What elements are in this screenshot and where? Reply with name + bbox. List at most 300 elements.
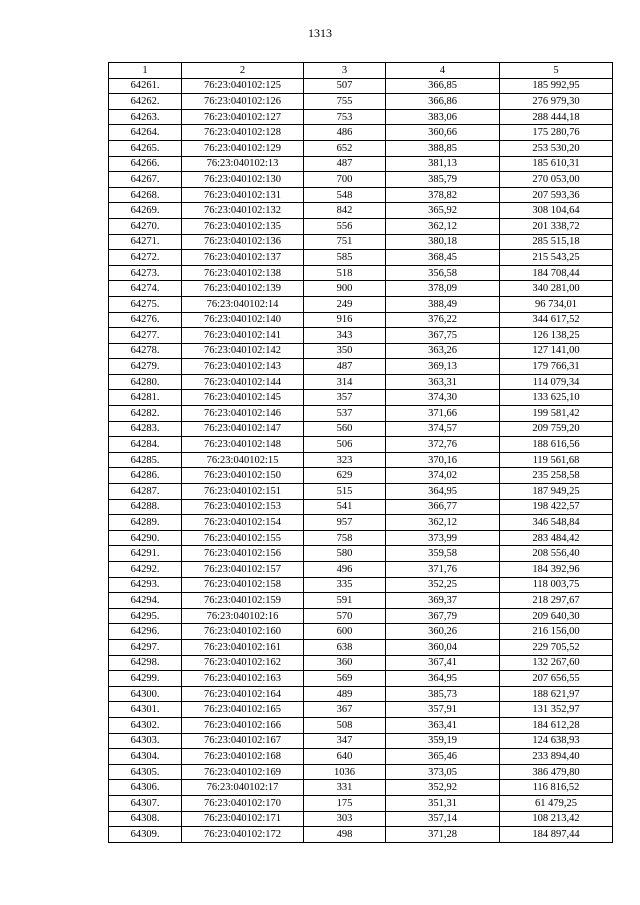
rate-cell: 385,73	[386, 686, 500, 702]
row-number-cell: 64302.	[109, 717, 182, 733]
area-cell: 249	[304, 296, 386, 312]
table-row	[109, 234, 613, 250]
area-cell: 331	[304, 780, 386, 796]
rate-cell: 367,41	[386, 655, 500, 671]
area-cell: 347	[304, 733, 386, 749]
cadastral-number-cell: 76:23:040102:142	[182, 343, 304, 359]
cadastral-number-cell: 76:23:040102:14	[182, 296, 304, 312]
cadastral-number-cell: 76:23:040102:167	[182, 733, 304, 749]
area-cell: 541	[304, 499, 386, 515]
cadastral-number-cell: 76:23:040102:156	[182, 546, 304, 562]
value-cell: 96 734,01	[500, 296, 613, 312]
cadastral-number-cell: 76:23:040102:146	[182, 406, 304, 422]
area-cell: 900	[304, 281, 386, 297]
page-number: 1313	[308, 26, 332, 40]
value-cell: 215 543,25	[500, 250, 613, 266]
row-number-cell: 64279.	[109, 359, 182, 375]
cadastral-number-cell: 76:23:040102:172	[182, 827, 304, 843]
cadastral-number-cell: 76:23:040102:157	[182, 562, 304, 578]
row-number-cell: 64280.	[109, 374, 182, 390]
table-row	[109, 639, 613, 655]
value-cell: 208 556,40	[500, 546, 613, 562]
rate-cell: 369,13	[386, 359, 500, 375]
area-cell: 367	[304, 702, 386, 718]
area-cell: 486	[304, 125, 386, 141]
value-cell: 229 705,52	[500, 639, 613, 655]
value-cell: 61 479,25	[500, 795, 613, 811]
value-cell: 188 616,56	[500, 437, 613, 453]
rate-cell: 357,14	[386, 811, 500, 827]
cadastral-number-cell: 76:23:040102:139	[182, 281, 304, 297]
area-cell: 335	[304, 577, 386, 593]
row-number-cell: 64267.	[109, 172, 182, 188]
rate-cell: 362,12	[386, 515, 500, 531]
value-cell: 270 053,00	[500, 172, 613, 188]
row-number-cell: 64308.	[109, 811, 182, 827]
table-row	[109, 780, 613, 796]
rate-cell: 367,79	[386, 608, 500, 624]
cadastral-number-cell: 76:23:040102:155	[182, 530, 304, 546]
value-cell: 124 638,93	[500, 733, 613, 749]
table-row	[109, 140, 613, 156]
value-cell: 201 338,72	[500, 218, 613, 234]
table-row	[109, 655, 613, 671]
table-row	[109, 499, 613, 515]
rate-cell: 371,66	[386, 406, 500, 422]
row-number-cell: 64289.	[109, 515, 182, 531]
value-cell: 179 766,31	[500, 359, 613, 375]
area-cell: 487	[304, 359, 386, 375]
rate-cell: 388,49	[386, 296, 500, 312]
area-cell: 957	[304, 515, 386, 531]
rate-cell: 373,99	[386, 530, 500, 546]
table-row	[109, 530, 613, 546]
table-row	[109, 343, 613, 359]
row-number-cell: 64278.	[109, 343, 182, 359]
row-number-cell: 64288.	[109, 499, 182, 515]
cadastral-number-cell: 76:23:040102:168	[182, 749, 304, 765]
cadastral-number-cell: 76:23:040102:138	[182, 265, 304, 281]
row-number-cell: 64292.	[109, 562, 182, 578]
cadastral-number-cell: 76:23:040102:127	[182, 109, 304, 125]
cadastral-number-cell: 76:23:040102:126	[182, 94, 304, 110]
rate-cell: 359,19	[386, 733, 500, 749]
area-cell: 548	[304, 187, 386, 203]
cadastral-number-cell: 76:23:040102:159	[182, 593, 304, 609]
rate-cell: 364,95	[386, 671, 500, 687]
row-number-cell: 64263.	[109, 109, 182, 125]
table-row	[109, 733, 613, 749]
cadastral-number-cell: 76:23:040102:17	[182, 780, 304, 796]
value-cell: 184 612,28	[500, 717, 613, 733]
value-cell: 218 297,67	[500, 593, 613, 609]
rate-cell: 352,92	[386, 780, 500, 796]
row-number-cell: 64271.	[109, 234, 182, 250]
rate-cell: 373,05	[386, 764, 500, 780]
table-row	[109, 468, 613, 484]
cadastral-number-cell: 76:23:040102:15	[182, 452, 304, 468]
column-header-3: 3	[304, 63, 386, 79]
area-cell: 357	[304, 390, 386, 406]
value-cell: 118 003,75	[500, 577, 613, 593]
rate-cell: 360,04	[386, 639, 500, 655]
table-row	[109, 717, 613, 733]
cadastral-number-cell: 76:23:040102:130	[182, 172, 304, 188]
row-number-cell: 64299.	[109, 671, 182, 687]
row-number-cell: 64275.	[109, 296, 182, 312]
cadastral-number-cell: 76:23:040102:145	[182, 390, 304, 406]
value-cell: 207 656,55	[500, 671, 613, 687]
area-cell: 323	[304, 452, 386, 468]
area-cell: 560	[304, 421, 386, 437]
rate-cell: 374,57	[386, 421, 500, 437]
table-row	[109, 109, 613, 125]
area-cell: 842	[304, 203, 386, 219]
rate-cell: 371,76	[386, 562, 500, 578]
rate-cell: 365,92	[386, 203, 500, 219]
row-number-cell: 64274.	[109, 281, 182, 297]
table-row	[109, 281, 613, 297]
area-cell: 314	[304, 374, 386, 390]
value-cell: 108 213,42	[500, 811, 613, 827]
area-cell: 350	[304, 343, 386, 359]
rate-cell: 366,86	[386, 94, 500, 110]
area-cell: 591	[304, 593, 386, 609]
rate-cell: 374,30	[386, 390, 500, 406]
rate-cell: 352,25	[386, 577, 500, 593]
area-cell: 569	[304, 671, 386, 687]
row-number-cell: 64307.	[109, 795, 182, 811]
value-cell: 175 280,76	[500, 125, 613, 141]
area-cell: 537	[304, 406, 386, 422]
rate-cell: 378,09	[386, 281, 500, 297]
value-cell: 119 561,68	[500, 452, 613, 468]
area-cell: 343	[304, 328, 386, 344]
cadastral-number-cell: 76:23:040102:165	[182, 702, 304, 718]
area-cell: 489	[304, 686, 386, 702]
table-row	[109, 94, 613, 110]
row-number-cell: 64265.	[109, 140, 182, 156]
cadastral-number-cell: 76:23:040102:147	[182, 421, 304, 437]
value-cell: 185 992,95	[500, 78, 613, 94]
table-row	[109, 374, 613, 390]
cadastral-number-cell: 76:23:040102:166	[182, 717, 304, 733]
table-header	[109, 63, 613, 79]
table-row	[109, 764, 613, 780]
table-row	[109, 577, 613, 593]
cadastral-number-cell: 76:23:040102:160	[182, 624, 304, 640]
area-cell: 753	[304, 109, 386, 125]
table-row	[109, 172, 613, 188]
area-cell: 758	[304, 530, 386, 546]
rate-cell: 366,85	[386, 78, 500, 94]
rate-cell: 378,82	[386, 187, 500, 203]
table-body	[109, 78, 613, 842]
cadastral-number-cell: 76:23:040102:154	[182, 515, 304, 531]
rate-cell: 351,31	[386, 795, 500, 811]
cadastral-number-cell: 76:23:040102:128	[182, 125, 304, 141]
cadastral-number-cell: 76:23:040102:136	[182, 234, 304, 250]
row-number-cell: 64266.	[109, 156, 182, 172]
value-cell: 198 422,57	[500, 499, 613, 515]
value-cell: 187 949,25	[500, 484, 613, 500]
cadastral-number-cell: 76:23:040102:16	[182, 608, 304, 624]
row-number-cell: 64277.	[109, 328, 182, 344]
value-cell: 344 617,52	[500, 312, 613, 328]
value-cell: 346 548,84	[500, 515, 613, 531]
rate-cell: 388,85	[386, 140, 500, 156]
row-number-cell: 64284.	[109, 437, 182, 453]
table-row	[109, 546, 613, 562]
row-number-cell: 64264.	[109, 125, 182, 141]
row-number-cell: 64297.	[109, 639, 182, 655]
area-cell: 916	[304, 312, 386, 328]
table-row	[109, 452, 613, 468]
table-row	[109, 515, 613, 531]
table-row	[109, 811, 613, 827]
row-number-cell: 64293.	[109, 577, 182, 593]
row-number-cell: 64301.	[109, 702, 182, 718]
table-row	[109, 827, 613, 843]
table-row	[109, 702, 613, 718]
row-number-cell: 64283.	[109, 421, 182, 437]
rate-cell: 359,58	[386, 546, 500, 562]
cadastral-number-cell: 76:23:040102:140	[182, 312, 304, 328]
value-cell: 188 621,97	[500, 686, 613, 702]
value-cell: 199 581,42	[500, 406, 613, 422]
cadastral-number-cell: 76:23:040102:150	[182, 468, 304, 484]
row-number-cell: 64272.	[109, 250, 182, 266]
cadastral-number-cell: 76:23:040102:144	[182, 374, 304, 390]
rate-cell: 371,28	[386, 827, 500, 843]
cadastral-number-cell: 76:23:040102:148	[182, 437, 304, 453]
area-cell: 498	[304, 827, 386, 843]
table-row	[109, 686, 613, 702]
area-cell: 629	[304, 468, 386, 484]
table-row	[109, 187, 613, 203]
value-cell: 116 816,52	[500, 780, 613, 796]
row-number-cell: 64282.	[109, 406, 182, 422]
cadastral-number-cell: 76:23:040102:162	[182, 655, 304, 671]
table-header-row	[109, 63, 613, 79]
cadastral-number-cell: 76:23:040102:137	[182, 250, 304, 266]
cadastral-number-cell: 76:23:040102:153	[182, 499, 304, 515]
value-cell: 132 267,60	[500, 655, 613, 671]
area-cell: 508	[304, 717, 386, 733]
column-header-5: 5	[500, 63, 613, 79]
cadastral-number-cell: 76:23:040102:13	[182, 156, 304, 172]
row-number-cell: 64281.	[109, 390, 182, 406]
row-number-cell: 64273.	[109, 265, 182, 281]
table-row	[109, 608, 613, 624]
area-cell: 600	[304, 624, 386, 640]
rate-cell: 366,77	[386, 499, 500, 515]
table-row	[109, 265, 613, 281]
cadastral-number-cell: 76:23:040102:135	[182, 218, 304, 234]
area-cell: 518	[304, 265, 386, 281]
value-cell: 126 138,25	[500, 328, 613, 344]
rate-cell: 369,37	[386, 593, 500, 609]
row-number-cell: 64276.	[109, 312, 182, 328]
row-number-cell: 64262.	[109, 94, 182, 110]
column-header-1: 1	[109, 63, 182, 79]
table-row	[109, 250, 613, 266]
rate-cell: 363,26	[386, 343, 500, 359]
row-number-cell: 64300.	[109, 686, 182, 702]
rate-cell: 365,46	[386, 749, 500, 765]
area-cell: 507	[304, 78, 386, 94]
value-cell: 308 104,64	[500, 203, 613, 219]
rate-cell: 383,06	[386, 109, 500, 125]
rate-cell: 356,58	[386, 265, 500, 281]
row-number-cell: 64268.	[109, 187, 182, 203]
area-cell: 638	[304, 639, 386, 655]
area-cell: 751	[304, 234, 386, 250]
table-row	[109, 795, 613, 811]
cadastral-number-cell: 76:23:040102:161	[182, 639, 304, 655]
table-row	[109, 406, 613, 422]
area-cell: 175	[304, 795, 386, 811]
area-cell: 303	[304, 811, 386, 827]
table-row	[109, 390, 613, 406]
table-row	[109, 218, 613, 234]
row-number-cell: 64285.	[109, 452, 182, 468]
rate-cell: 364,95	[386, 484, 500, 500]
value-cell: 127 141,00	[500, 343, 613, 359]
value-cell: 184 897,44	[500, 827, 613, 843]
value-cell: 185 610,31	[500, 156, 613, 172]
table-row	[109, 749, 613, 765]
value-cell: 285 515,18	[500, 234, 613, 250]
cadastral-number-cell: 76:23:040102:131	[182, 187, 304, 203]
area-cell: 570	[304, 608, 386, 624]
table-row	[109, 593, 613, 609]
cadastral-number-cell: 76:23:040102:171	[182, 811, 304, 827]
row-number-cell: 64295.	[109, 608, 182, 624]
row-number-cell: 64306.	[109, 780, 182, 796]
table-row	[109, 671, 613, 687]
cadastral-number-cell: 76:23:040102:143	[182, 359, 304, 375]
value-cell: 114 079,34	[500, 374, 613, 390]
area-cell: 515	[304, 484, 386, 500]
cadastral-number-cell: 76:23:040102:132	[182, 203, 304, 219]
rate-cell: 363,41	[386, 717, 500, 733]
rate-cell: 360,26	[386, 624, 500, 640]
column-header-4: 4	[386, 63, 500, 79]
row-number-cell: 64305.	[109, 764, 182, 780]
row-number-cell: 64287.	[109, 484, 182, 500]
area-cell: 580	[304, 546, 386, 562]
column-header-2: 2	[182, 63, 304, 79]
row-number-cell: 64290.	[109, 530, 182, 546]
rate-cell: 362,12	[386, 218, 500, 234]
table-row	[109, 203, 613, 219]
value-cell: 184 392,96	[500, 562, 613, 578]
rate-cell: 376,22	[386, 312, 500, 328]
area-cell: 640	[304, 749, 386, 765]
value-cell: 133 625,10	[500, 390, 613, 406]
row-number-cell: 64296.	[109, 624, 182, 640]
area-cell: 487	[304, 156, 386, 172]
rate-cell: 381,13	[386, 156, 500, 172]
area-cell: 496	[304, 562, 386, 578]
table-row	[109, 78, 613, 94]
cadastral-number-cell: 76:23:040102:141	[182, 328, 304, 344]
table-row	[109, 296, 613, 312]
cadastral-number-cell: 76:23:040102:151	[182, 484, 304, 500]
value-cell: 288 444,18	[500, 109, 613, 125]
value-cell: 209 759,20	[500, 421, 613, 437]
rate-cell: 357,91	[386, 702, 500, 718]
rate-cell: 363,31	[386, 374, 500, 390]
table-row	[109, 328, 613, 344]
cadastral-number-cell: 76:23:040102:169	[182, 764, 304, 780]
table-row	[109, 437, 613, 453]
rate-cell: 374,02	[386, 468, 500, 484]
area-cell: 652	[304, 140, 386, 156]
row-number-cell: 64309.	[109, 827, 182, 843]
table-row	[109, 125, 613, 141]
rate-cell: 360,66	[386, 125, 500, 141]
value-cell: 340 281,00	[500, 281, 613, 297]
cadastral-number-cell: 76:23:040102:129	[182, 140, 304, 156]
rate-cell: 372,76	[386, 437, 500, 453]
row-number-cell: 64294.	[109, 593, 182, 609]
rate-cell: 370,16	[386, 452, 500, 468]
area-cell: 506	[304, 437, 386, 453]
value-cell: 283 484,42	[500, 530, 613, 546]
table-row	[109, 312, 613, 328]
area-cell: 755	[304, 94, 386, 110]
table-row	[109, 359, 613, 375]
cadastral-number-cell: 76:23:040102:163	[182, 671, 304, 687]
area-cell: 585	[304, 250, 386, 266]
row-number-cell: 64286.	[109, 468, 182, 484]
area-cell: 700	[304, 172, 386, 188]
row-number-cell: 64269.	[109, 203, 182, 219]
table-row	[109, 624, 613, 640]
value-cell: 207 593,36	[500, 187, 613, 203]
value-cell: 209 640,30	[500, 608, 613, 624]
table-row	[109, 156, 613, 172]
row-number-cell: 64270.	[109, 218, 182, 234]
value-cell: 233 894,40	[500, 749, 613, 765]
rate-cell: 385,79	[386, 172, 500, 188]
row-number-cell: 64291.	[109, 546, 182, 562]
area-cell: 360	[304, 655, 386, 671]
data-table	[108, 62, 613, 843]
cadastral-number-cell: 76:23:040102:164	[182, 686, 304, 702]
value-cell: 235 258,58	[500, 468, 613, 484]
row-number-cell: 64261.	[109, 78, 182, 94]
area-cell: 1036	[304, 764, 386, 780]
value-cell: 276 979,30	[500, 94, 613, 110]
table-row	[109, 562, 613, 578]
table-row	[109, 421, 613, 437]
rate-cell: 368,45	[386, 250, 500, 266]
value-cell: 131 352,97	[500, 702, 613, 718]
table-row	[109, 484, 613, 500]
cadastral-number-cell: 76:23:040102:170	[182, 795, 304, 811]
row-number-cell: 64298.	[109, 655, 182, 671]
cadastral-number-cell: 76:23:040102:125	[182, 78, 304, 94]
row-number-cell: 64304.	[109, 749, 182, 765]
value-cell: 386 479,80	[500, 764, 613, 780]
value-cell: 216 156,00	[500, 624, 613, 640]
rate-cell: 380,18	[386, 234, 500, 250]
rate-cell: 367,75	[386, 328, 500, 344]
value-cell: 253 530,20	[500, 140, 613, 156]
